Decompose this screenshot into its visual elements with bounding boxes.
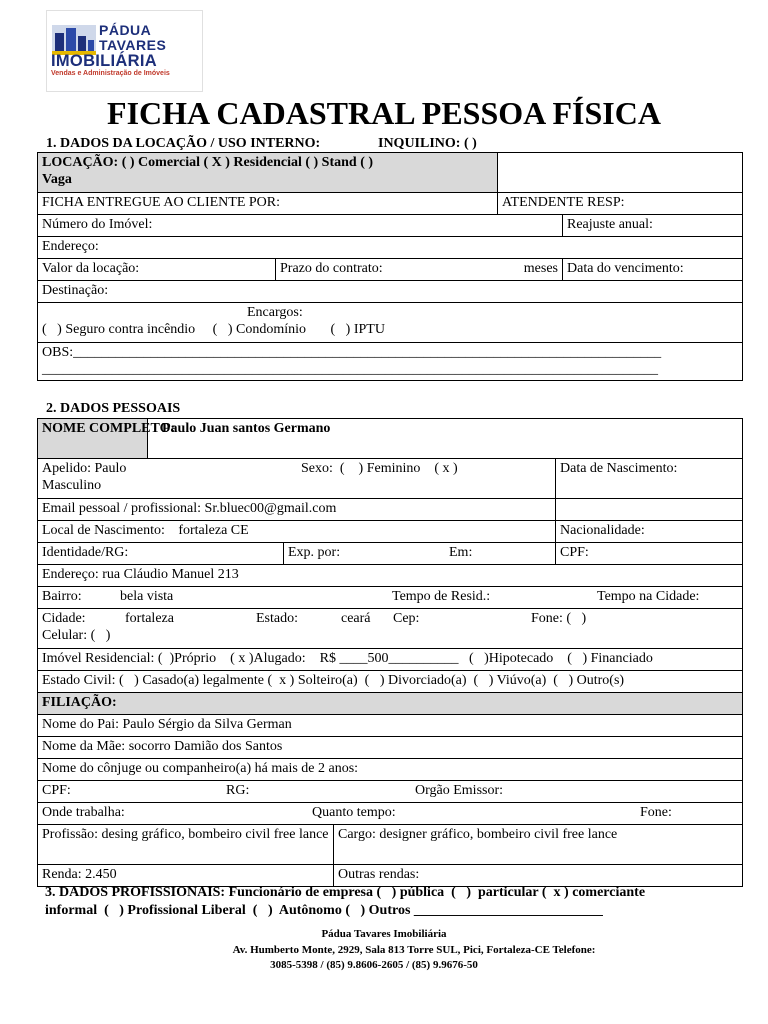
inquilino-checkbox[interactable]: INQUILINO: ( ) xyxy=(378,136,477,151)
building-logo-icon xyxy=(52,25,96,55)
locacao-tipo-cell[interactable] xyxy=(38,153,498,193)
encargos-field[interactable] xyxy=(38,303,743,343)
outras-rendas-field[interactable]: Outras rendas: xyxy=(334,865,743,887)
exp-por-label: Exp. por: xyxy=(288,545,341,560)
bairro-value: bela vista xyxy=(120,589,174,604)
identidade-field[interactable]: Identidade/RG: xyxy=(38,543,284,565)
email-blank-cell[interactable] xyxy=(556,499,743,521)
fone-label: Fone: ( ) xyxy=(531,611,587,626)
prazo-contrato-field[interactable] xyxy=(276,259,563,281)
renda-field[interactable]: Renda: 2.450 xyxy=(38,865,334,887)
cpf-field[interactable]: CPF: xyxy=(556,543,743,565)
locacao-blank-cell[interactable] xyxy=(498,153,743,193)
cep-label: Cep: xyxy=(393,611,420,626)
logo-tagline: Vendas e Administração de Imóveis xyxy=(51,70,170,77)
locacao-tipo-line2: Vaga xyxy=(42,172,72,187)
page-title: FICHA CADASTRAL PESSOA FÍSICA xyxy=(107,95,661,131)
ficha-entregue-field[interactable]: FICHA ENTREGUE AO CLIENTE POR: xyxy=(38,193,498,215)
celular-label: Celular: ( ) xyxy=(42,628,111,643)
tempo-cidade-label: Tempo na Cidade: xyxy=(597,589,700,604)
footer-phones: 3085-5398 / (85) 9.8606-2605 / (85) 9.9676-50 xyxy=(270,959,478,971)
obs-field[interactable] xyxy=(38,343,743,381)
conjuge-field[interactable]: Nome do cônjuge ou companheiro(a) há mais de 2 anos: xyxy=(38,759,743,781)
dados-pessoais-table xyxy=(37,418,743,887)
conjuge-cpf-label: CPF: xyxy=(42,783,71,798)
local-nascimento-value: fortaleza CE xyxy=(178,523,249,538)
obs-line-1: OBS:____________________________________________________________________________________ xyxy=(42,345,662,360)
cidade-label: Cidade: xyxy=(42,611,86,626)
atendente-field[interactable]: ATENDENTE RESP: xyxy=(498,193,743,215)
profissao-field[interactable]: Profissão: desing gráfico, bombeiro civil free lance xyxy=(38,825,334,865)
section-3-line-2[interactable]: informal ( ) Profissional Liberal ( ) Autônomo ( ) Outros ___________________________ xyxy=(45,903,603,918)
trabalho-row[interactable] xyxy=(38,803,743,825)
logo-line-1: PÁDUA xyxy=(99,22,152,38)
valor-locacao-field[interactable]: Valor da locação: xyxy=(38,259,276,281)
local-nascimento-label: Local de Nascimento: xyxy=(42,523,165,538)
conjuge-rg-label: RG: xyxy=(226,783,250,798)
obs-line-2: ________________________________________________________________________________________ xyxy=(42,362,658,377)
endereco-field[interactable]: Endereço: rua Cláudio Manuel 213 xyxy=(38,565,743,587)
estado-label: Estado: xyxy=(256,611,298,626)
endereco-locacao-field[interactable]: Endereço: xyxy=(38,237,743,259)
reajuste-field[interactable]: Reajuste anual: xyxy=(563,215,743,237)
em-label: Em: xyxy=(449,545,473,560)
vencimento-field[interactable]: Data do vencimento: xyxy=(563,259,743,281)
footer-company: Pádua Tavares Imobiliária xyxy=(321,928,447,940)
prazo-label: Prazo do contrato: xyxy=(280,261,383,276)
apelido-sexo-field[interactable] xyxy=(38,459,556,499)
cidade-row[interactable] xyxy=(38,609,743,649)
section-1-heading: 1. DADOS DA LOCAÇÃO / USO INTERNO: xyxy=(46,136,321,151)
tempo-resid-label: Tempo de Resid.: xyxy=(392,589,491,604)
fone-trabalho-label: Fone: xyxy=(640,805,672,820)
orgao-emissor-label: Orgão Emissor: xyxy=(415,783,504,798)
cargo-field[interactable]: Cargo: designer gráfico, bombeiro civil free lance xyxy=(334,825,743,865)
locacao-table xyxy=(37,152,743,381)
masculino-label: Masculino xyxy=(42,478,102,493)
footer-address: Av. Humberto Monte, 2929, Sala 813 Torre SUL, Pici, Fortaleza-CE Telefone: xyxy=(232,944,596,956)
bairro-label: Bairro: xyxy=(42,589,82,604)
section-2-heading: 2. DADOS PESSOAIS xyxy=(46,401,181,416)
email-field[interactable]: Email pessoal / profissional: Sr.bluec00@gmail.com xyxy=(38,499,556,521)
quanto-tempo-label: Quanto tempo: xyxy=(312,805,396,820)
encargos-opcoes: ( ) Seguro contra incêndio ( ) Condomínio ( ) IPTU xyxy=(42,322,385,337)
meses-label: meses xyxy=(523,261,558,276)
nacionalidade-field[interactable]: Nacionalidade: xyxy=(556,521,743,543)
section-3-line-1[interactable]: 3. DADOS PROFISSIONAIS: Funcionário de empresa ( ) pública ( ) particular ( x ) comerciante xyxy=(45,885,646,900)
onde-trabalha-label: Onde trabalha: xyxy=(42,805,125,820)
apelido-label: Apelido: Paulo xyxy=(42,461,127,476)
cidade-value: fortaleza xyxy=(125,611,174,626)
filiacao-heading: FILIAÇÃO: xyxy=(38,693,743,715)
nome-completo-label: NOME COMPLETO: xyxy=(38,419,148,459)
company-logo xyxy=(46,10,203,92)
logo-line-3: IMOBILIÁRIA xyxy=(51,52,157,70)
estado-civil-field[interactable]: Estado Civil: ( ) Casado(a) legalmente ( x ) Solteiro(a) ( ) Divorciado(a) ( ) Viúvo(a) ( ) Outro(s) xyxy=(38,671,743,693)
logo-line-2: TAVARES xyxy=(99,37,167,53)
local-nascimento-field[interactable] xyxy=(38,521,556,543)
locacao-tipo-line1: LOCAÇÃO: ( ) Comercial ( X ) Residencial ( ) Stand ( ) xyxy=(42,155,374,170)
encargos-label: Encargos: xyxy=(247,305,303,320)
conjuge-documentos-row[interactable] xyxy=(38,781,743,803)
nome-pai-field[interactable]: Nome do Pai: Paulo Sérgio da Silva German xyxy=(38,715,743,737)
numero-imovel-field[interactable]: Número do Imóvel: xyxy=(38,215,563,237)
destinacao-field[interactable]: Destinação: xyxy=(38,281,743,303)
data-nascimento-field[interactable]: Data de Nascimento: xyxy=(556,459,743,499)
imovel-residencial-field[interactable]: Imóvel Residencial: ( )Próprio ( x )Alugado: R$ ____500__________ ( )Hipotecado ( ) Financiado xyxy=(38,649,743,671)
nome-completo-value[interactable]: Paulo Juan santos Germano xyxy=(148,419,743,459)
estado-value: ceará xyxy=(341,611,371,626)
bairro-row[interactable] xyxy=(38,587,743,609)
sexo-options: Sexo: ( ) Feminino ( x ) xyxy=(301,461,458,476)
nome-mae-field[interactable]: Nome da Mãe: socorro Damião dos Santos xyxy=(38,737,743,759)
exp-por-field[interactable] xyxy=(284,543,556,565)
